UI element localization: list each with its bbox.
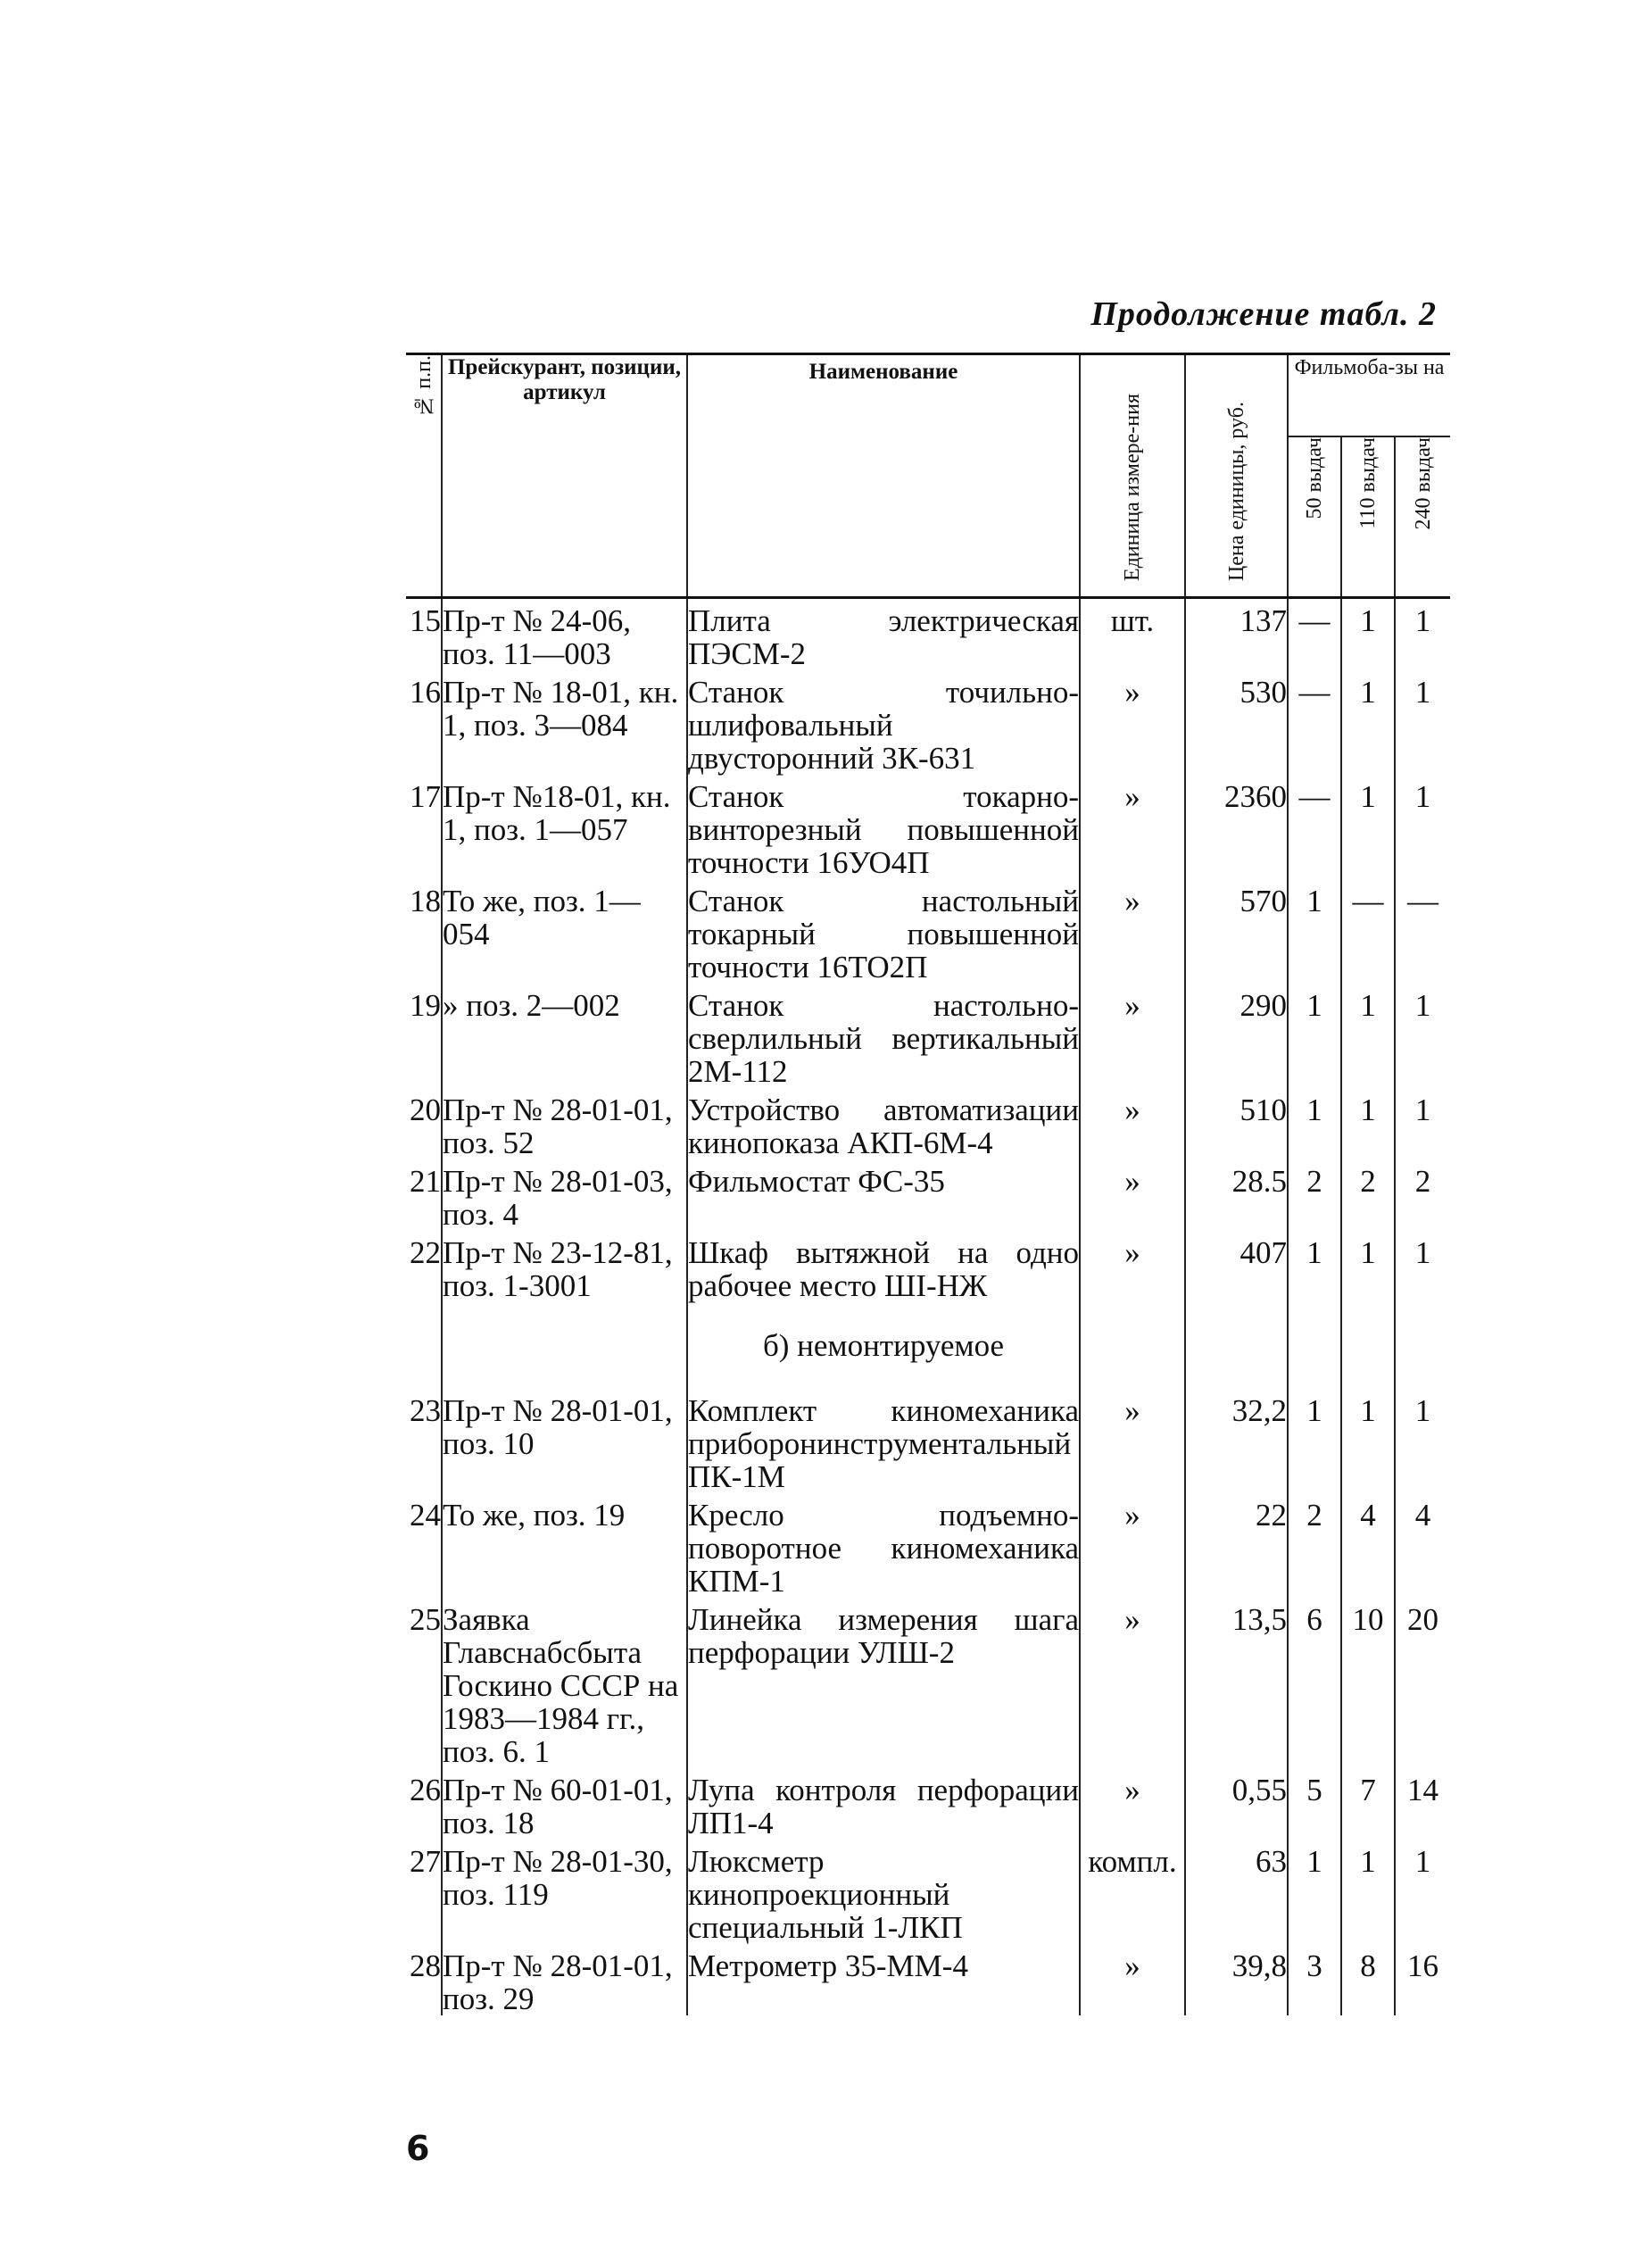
table-row bbox=[406, 984, 1450, 1088]
row-price: 290 bbox=[1185, 984, 1288, 1088]
row-qty-110: 1 bbox=[1341, 775, 1395, 879]
row-qty-240: 16 bbox=[1395, 1944, 1450, 2015]
row-unit: » bbox=[1080, 670, 1185, 775]
table-row bbox=[406, 1231, 1450, 1302]
table-row bbox=[406, 1768, 1450, 1840]
row-qty-240: 2 bbox=[1395, 1159, 1450, 1231]
row-qty-110: 1 bbox=[1341, 598, 1395, 671]
table-row bbox=[406, 1944, 1450, 2015]
row-number: 28 bbox=[410, 1948, 441, 1983]
row-qty-240: 1 bbox=[1395, 1088, 1450, 1159]
row-qty-110: 10 bbox=[1341, 1598, 1395, 1768]
row-name: Линейка измерения шага перфорации УЛШ-2 bbox=[687, 1598, 1080, 1768]
table-row bbox=[406, 670, 1450, 775]
row-unit: » bbox=[1080, 1088, 1185, 1159]
row-article: Пр-т № 60-01-01, поз. 18 bbox=[442, 1768, 687, 1840]
row-qty-50: 1 bbox=[1288, 984, 1341, 1088]
row-number: 18 bbox=[410, 884, 441, 918]
row-price: 63 bbox=[1185, 1840, 1288, 1944]
row-name: Комплект киномеханика приборонинструментальный ПК-1М bbox=[687, 1389, 1080, 1493]
row-qty-50: 2 bbox=[1288, 1159, 1341, 1231]
page-number: 6 bbox=[406, 2129, 430, 2168]
row-name: Станок точильно-шлифовальный двусторонний 3К-631 bbox=[687, 670, 1080, 775]
row-article: Заявка Главснабсбыта Госкино СССР на 1983—1984 гг., поз. 6. 1 bbox=[442, 1598, 687, 1768]
row-number: 23 bbox=[410, 1393, 441, 1428]
row-number: 19 bbox=[410, 988, 441, 1023]
row-qty-240: 4 bbox=[1395, 1493, 1450, 1598]
row-number: 26 bbox=[410, 1773, 441, 1807]
row-qty-110: 4 bbox=[1341, 1493, 1395, 1598]
row-qty-110: 8 bbox=[1341, 1944, 1395, 2015]
equipment-table bbox=[406, 353, 1450, 2015]
row-qty-240: 1 bbox=[1395, 984, 1450, 1088]
row-number: 15 bbox=[410, 603, 441, 638]
row-article: Пр-т № 23-12-81, поз. 1-3001 bbox=[442, 1231, 687, 1302]
row-qty-240: 1 bbox=[1395, 1231, 1450, 1302]
row-unit: » bbox=[1080, 1389, 1185, 1493]
section-b-label: б) немонтируемое bbox=[687, 1302, 1080, 1389]
table-header-row bbox=[406, 354, 1450, 437]
row-price: 28.5 bbox=[1185, 1159, 1288, 1231]
table-row bbox=[406, 1493, 1450, 1598]
row-qty-50: 1 bbox=[1288, 1231, 1341, 1302]
row-name: Станок токарно-винторезный повышенной точности 16УО4П bbox=[687, 775, 1080, 879]
table-row bbox=[406, 775, 1450, 879]
row-qty-110: 2 bbox=[1341, 1159, 1395, 1231]
header-unit: Единица измере-ния bbox=[1080, 354, 1185, 598]
row-qty-240: 20 bbox=[1395, 1598, 1450, 1768]
row-price: 0,55 bbox=[1185, 1768, 1288, 1840]
header-filmbases: Фильмоба-зы на bbox=[1288, 354, 1450, 437]
row-number: 27 bbox=[410, 1844, 441, 1879]
row-qty-240: — bbox=[1395, 879, 1450, 984]
row-price: 39,8 bbox=[1185, 1944, 1288, 2015]
row-unit: » bbox=[1080, 1768, 1185, 1840]
section-header bbox=[406, 1302, 1450, 1389]
row-price: 570 bbox=[1185, 879, 1288, 984]
row-unit: » bbox=[1080, 775, 1185, 879]
row-qty-50: 5 bbox=[1288, 1768, 1341, 1840]
row-qty-240: 14 bbox=[1395, 1768, 1450, 1840]
header-issue-50: 50 выдач bbox=[1288, 436, 1341, 598]
row-unit: » bbox=[1080, 1159, 1185, 1231]
row-name: Станок настольный токарный повышенной точности 16ТО2П bbox=[687, 879, 1080, 984]
row-unit: » bbox=[1080, 1231, 1185, 1302]
row-qty-50: — bbox=[1288, 670, 1341, 775]
row-qty-50: 3 bbox=[1288, 1944, 1341, 2015]
row-number: 17 bbox=[410, 779, 441, 814]
row-qty-50: — bbox=[1288, 598, 1341, 671]
row-name: Фильмостат ФС-35 bbox=[687, 1159, 1080, 1231]
header-issue-240: 240 выдач bbox=[1395, 436, 1450, 598]
table-row bbox=[406, 1598, 1450, 1768]
row-price: 407 bbox=[1185, 1231, 1288, 1302]
row-qty-110: 1 bbox=[1341, 670, 1395, 775]
row-qty-110: 1 bbox=[1341, 1389, 1395, 1493]
row-price: 137 bbox=[1185, 598, 1288, 671]
row-number: 21 bbox=[410, 1164, 441, 1199]
row-qty-110: 1 bbox=[1341, 984, 1395, 1088]
row-qty-50: 1 bbox=[1288, 879, 1341, 984]
row-article: Пр-т № 18-01, кн. 1, поз. 3—084 bbox=[442, 670, 687, 775]
row-qty-50: — bbox=[1288, 775, 1341, 879]
row-qty-50: 1 bbox=[1288, 1389, 1341, 1493]
row-qty-240: 1 bbox=[1395, 775, 1450, 879]
row-name: Лупа контроля перфорации ЛП1-4 bbox=[687, 1768, 1080, 1840]
row-qty-50: 1 bbox=[1288, 1088, 1341, 1159]
row-article: Пр-т № 28-01-30, поз. 119 bbox=[442, 1840, 687, 1944]
row-price: 13,5 bbox=[1185, 1598, 1288, 1768]
row-name: Метрометр 35-ММ-4 bbox=[687, 1944, 1080, 2015]
row-qty-50: 6 bbox=[1288, 1598, 1341, 1768]
row-number: 20 bbox=[410, 1092, 441, 1127]
row-qty-240: 1 bbox=[1395, 1389, 1450, 1493]
row-price: 2360 bbox=[1185, 775, 1288, 879]
row-name: Люксметр кинопроекционный специальный 1-ЛКП bbox=[687, 1840, 1080, 1944]
row-article: Пр-т № 28-01-03, поз. 4 bbox=[442, 1159, 687, 1231]
header-price: Цена единицы, руб. bbox=[1185, 354, 1288, 598]
row-qty-240: 1 bbox=[1395, 598, 1450, 671]
row-article: » поз. 2—002 bbox=[442, 984, 687, 1088]
row-price: 510 bbox=[1185, 1088, 1288, 1159]
table-caption: Продолжение табл. 2 bbox=[1090, 295, 1437, 333]
row-article: То же, поз. 19 bbox=[442, 1493, 687, 1598]
table-row bbox=[406, 1389, 1450, 1493]
table-row bbox=[406, 598, 1450, 671]
row-name: Устройство автоматизации кинопоказа АКП-6М-4 bbox=[687, 1088, 1080, 1159]
table-row bbox=[406, 1159, 1450, 1231]
row-number: 16 bbox=[410, 675, 441, 710]
row-qty-110: 7 bbox=[1341, 1768, 1395, 1840]
row-qty-240: 1 bbox=[1395, 1840, 1450, 1944]
row-article: Пр-т № 24-06, поз. 11—003 bbox=[442, 598, 687, 671]
row-article: Пр-т № 28-01-01, поз. 52 bbox=[442, 1088, 687, 1159]
row-name: Плита электрическая ПЭСМ-2 bbox=[687, 598, 1080, 671]
row-qty-110: — bbox=[1341, 879, 1395, 984]
row-number: 24 bbox=[410, 1498, 441, 1533]
row-unit: шт. bbox=[1080, 598, 1185, 671]
row-price: 22 bbox=[1185, 1493, 1288, 1598]
row-price: 32,2 bbox=[1185, 1389, 1288, 1493]
table-row bbox=[406, 879, 1450, 984]
row-name: Шкаф вытяжной на одно рабочее место ШІ-НЖ bbox=[687, 1231, 1080, 1302]
header-issue-110: 110 выдач bbox=[1341, 436, 1395, 598]
table-row bbox=[406, 1088, 1450, 1159]
header-name: Наименование bbox=[687, 354, 1080, 598]
row-article: Пр-т № 28-01-01, поз. 10 bbox=[442, 1389, 687, 1493]
table-row bbox=[406, 1840, 1450, 1944]
row-price: 530 bbox=[1185, 670, 1288, 775]
row-name: Станок настольно-сверлильный вертикальный 2М-112 bbox=[687, 984, 1080, 1088]
row-qty-110: 1 bbox=[1341, 1088, 1395, 1159]
row-qty-50: 2 bbox=[1288, 1493, 1341, 1598]
row-name: Кресло подъемно-поворотное киномеханика КПМ-1 bbox=[687, 1493, 1080, 1598]
row-unit: » bbox=[1080, 879, 1185, 984]
row-article: Пр-т № 28-01-01, поз. 29 bbox=[442, 1944, 687, 2015]
row-number: 22 bbox=[410, 1235, 441, 1270]
row-number: 25 bbox=[410, 1602, 441, 1637]
row-qty-50: 1 bbox=[1288, 1840, 1341, 1944]
row-unit: » bbox=[1080, 1598, 1185, 1768]
header-num: № п.п. bbox=[406, 354, 442, 598]
header-article: Прейскурант, позиции, артикул bbox=[442, 354, 687, 598]
row-qty-110: 1 bbox=[1341, 1840, 1395, 1944]
row-qty-240: 1 bbox=[1395, 670, 1450, 775]
row-unit: » bbox=[1080, 984, 1185, 1088]
row-article: Пр-т №18-01, кн. 1, поз. 1—057 bbox=[442, 775, 687, 879]
row-unit: » bbox=[1080, 1944, 1185, 2015]
row-qty-110: 1 bbox=[1341, 1231, 1395, 1302]
row-unit: » bbox=[1080, 1493, 1185, 1598]
row-article: То же, поз. 1—054 bbox=[442, 879, 687, 984]
row-unit: компл. bbox=[1080, 1840, 1185, 1944]
